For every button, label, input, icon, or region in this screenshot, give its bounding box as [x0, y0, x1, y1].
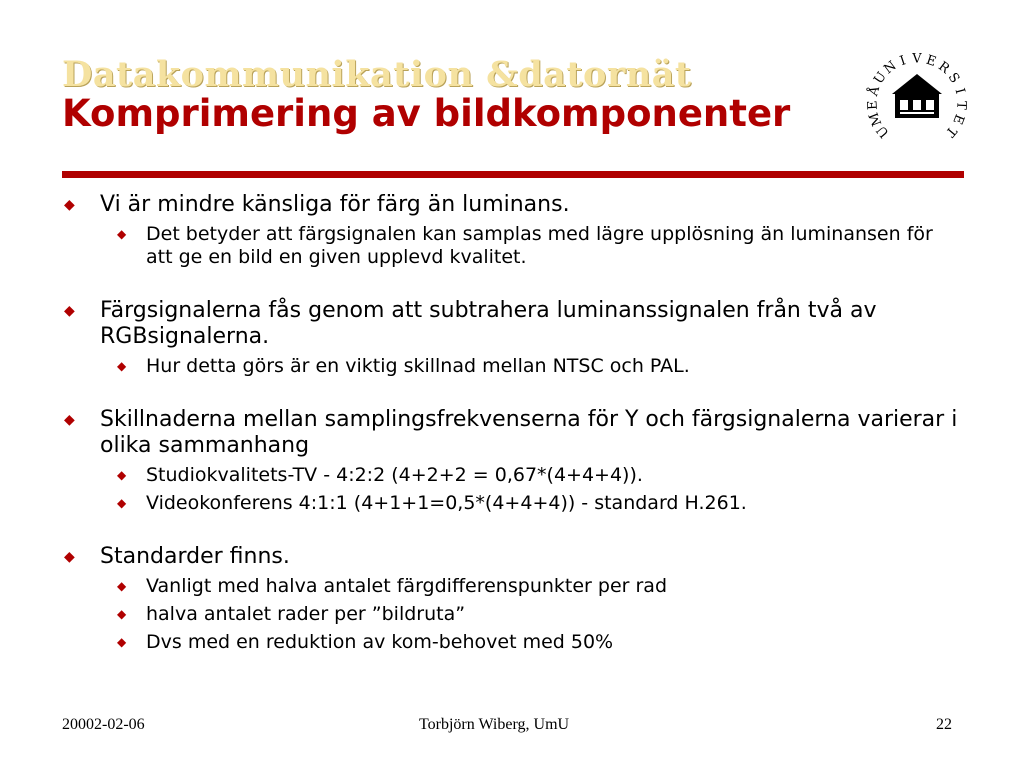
diamond-bullet-icon: ◆: [64, 549, 75, 565]
sub-bullet-text: Dvs med en reduktion av kom-behovet med 50%: [146, 631, 614, 653]
bullet-item: [62, 407, 962, 459]
diamond-bullet-icon: ◆: [117, 468, 127, 482]
diamond-bullet-icon: ◆: [64, 197, 75, 213]
logo-letter: T: [942, 123, 960, 140]
logo-letter: E: [949, 111, 967, 127]
diamond-bullet-icon: ◆: [117, 635, 127, 649]
slide-title: Komprimering av bildkomponenter: [62, 92, 791, 135]
logo-letter: T: [953, 100, 969, 110]
logo-letter: U: [874, 122, 893, 141]
bullet-item: [62, 298, 962, 350]
logo-letter: E: [865, 100, 881, 111]
university-logo: [862, 48, 972, 158]
sub-bullet-text: Vanligt med halva antalet färgdifferenspunkter per rad: [146, 575, 668, 597]
logo-letter: U: [871, 69, 890, 87]
sub-bullet-text: halva antalet rader per ”bildruta”: [146, 603, 466, 625]
bullet-list: [62, 192, 962, 654]
bullet-text: Skillnaderna mellan samplingsfrekvenserna för Y och färgsignalerna varierar i olika sammanhang: [100, 407, 958, 458]
sub-bullet-text: Videokonferens 4:1:1 (4+1+1=0,5*(4+4+4)) - standard H.261.: [146, 492, 747, 514]
course-title: Datakommunikation &datornät: [62, 54, 692, 95]
sub-bullet-text: Det betyder att färgsignalen kan samplas med lägre upplösning än luminansen för att ge en bild en given upplevd kvalitet.: [146, 223, 933, 268]
diamond-bullet-icon: ◆: [117, 496, 127, 510]
diamond-bullet-icon: ◆: [117, 579, 127, 593]
diamond-bullet-icon: ◆: [64, 303, 75, 319]
sub-bullet-item: [117, 464, 962, 487]
page-number: 22: [936, 716, 952, 733]
logo-letter: V: [912, 51, 922, 67]
sub-bullet-item: [117, 492, 962, 515]
logo-letter: M: [866, 110, 886, 129]
sub-bullet-item: [117, 355, 962, 378]
logo-letter: I: [951, 86, 968, 96]
sub-bullet-item: [117, 631, 962, 654]
sub-bullet-text: Hur detta görs är en viktig skillnad mellan NTSC och PAL.: [146, 355, 690, 377]
footer-date: 20002-02-06: [62, 716, 145, 733]
logo-letter: S: [944, 70, 963, 87]
logo-letter: N: [881, 58, 900, 78]
bullet-text: Färgsignalerna fås genom att subtrahera luminanssignalen från två av RGBsignalerna.: [100, 298, 877, 349]
diamond-bullet-icon: ◆: [117, 227, 127, 241]
logo-letter: E: [924, 52, 938, 70]
sub-bullet-item: [117, 223, 962, 269]
bullet-text: Standarder finns.: [100, 544, 290, 569]
footer-author: Torbjörn Wiberg, UmU: [419, 716, 570, 733]
diamond-bullet-icon: ◆: [117, 607, 127, 621]
sub-bullet-item: [117, 575, 962, 598]
logo-letter: I: [898, 53, 908, 70]
rule: [62, 171, 964, 178]
sub-bullet-item: [117, 603, 962, 626]
diamond-bullet-icon: ◆: [117, 359, 127, 373]
bullet-text: Vi är mindre känsliga för färg än luminans.: [100, 192, 570, 217]
bullet-item: [62, 192, 962, 218]
logo-letter: Å: [866, 84, 884, 98]
logo-house-roof: [892, 74, 942, 94]
logo-letter: R: [935, 58, 953, 77]
sub-bullet-text: Studiokvalitets-TV - 4:2:2 (4+2+2 = 0,67*(4+4+4)).: [146, 464, 643, 486]
diamond-bullet-icon: ◆: [64, 412, 75, 428]
bullet-item: [62, 544, 962, 570]
